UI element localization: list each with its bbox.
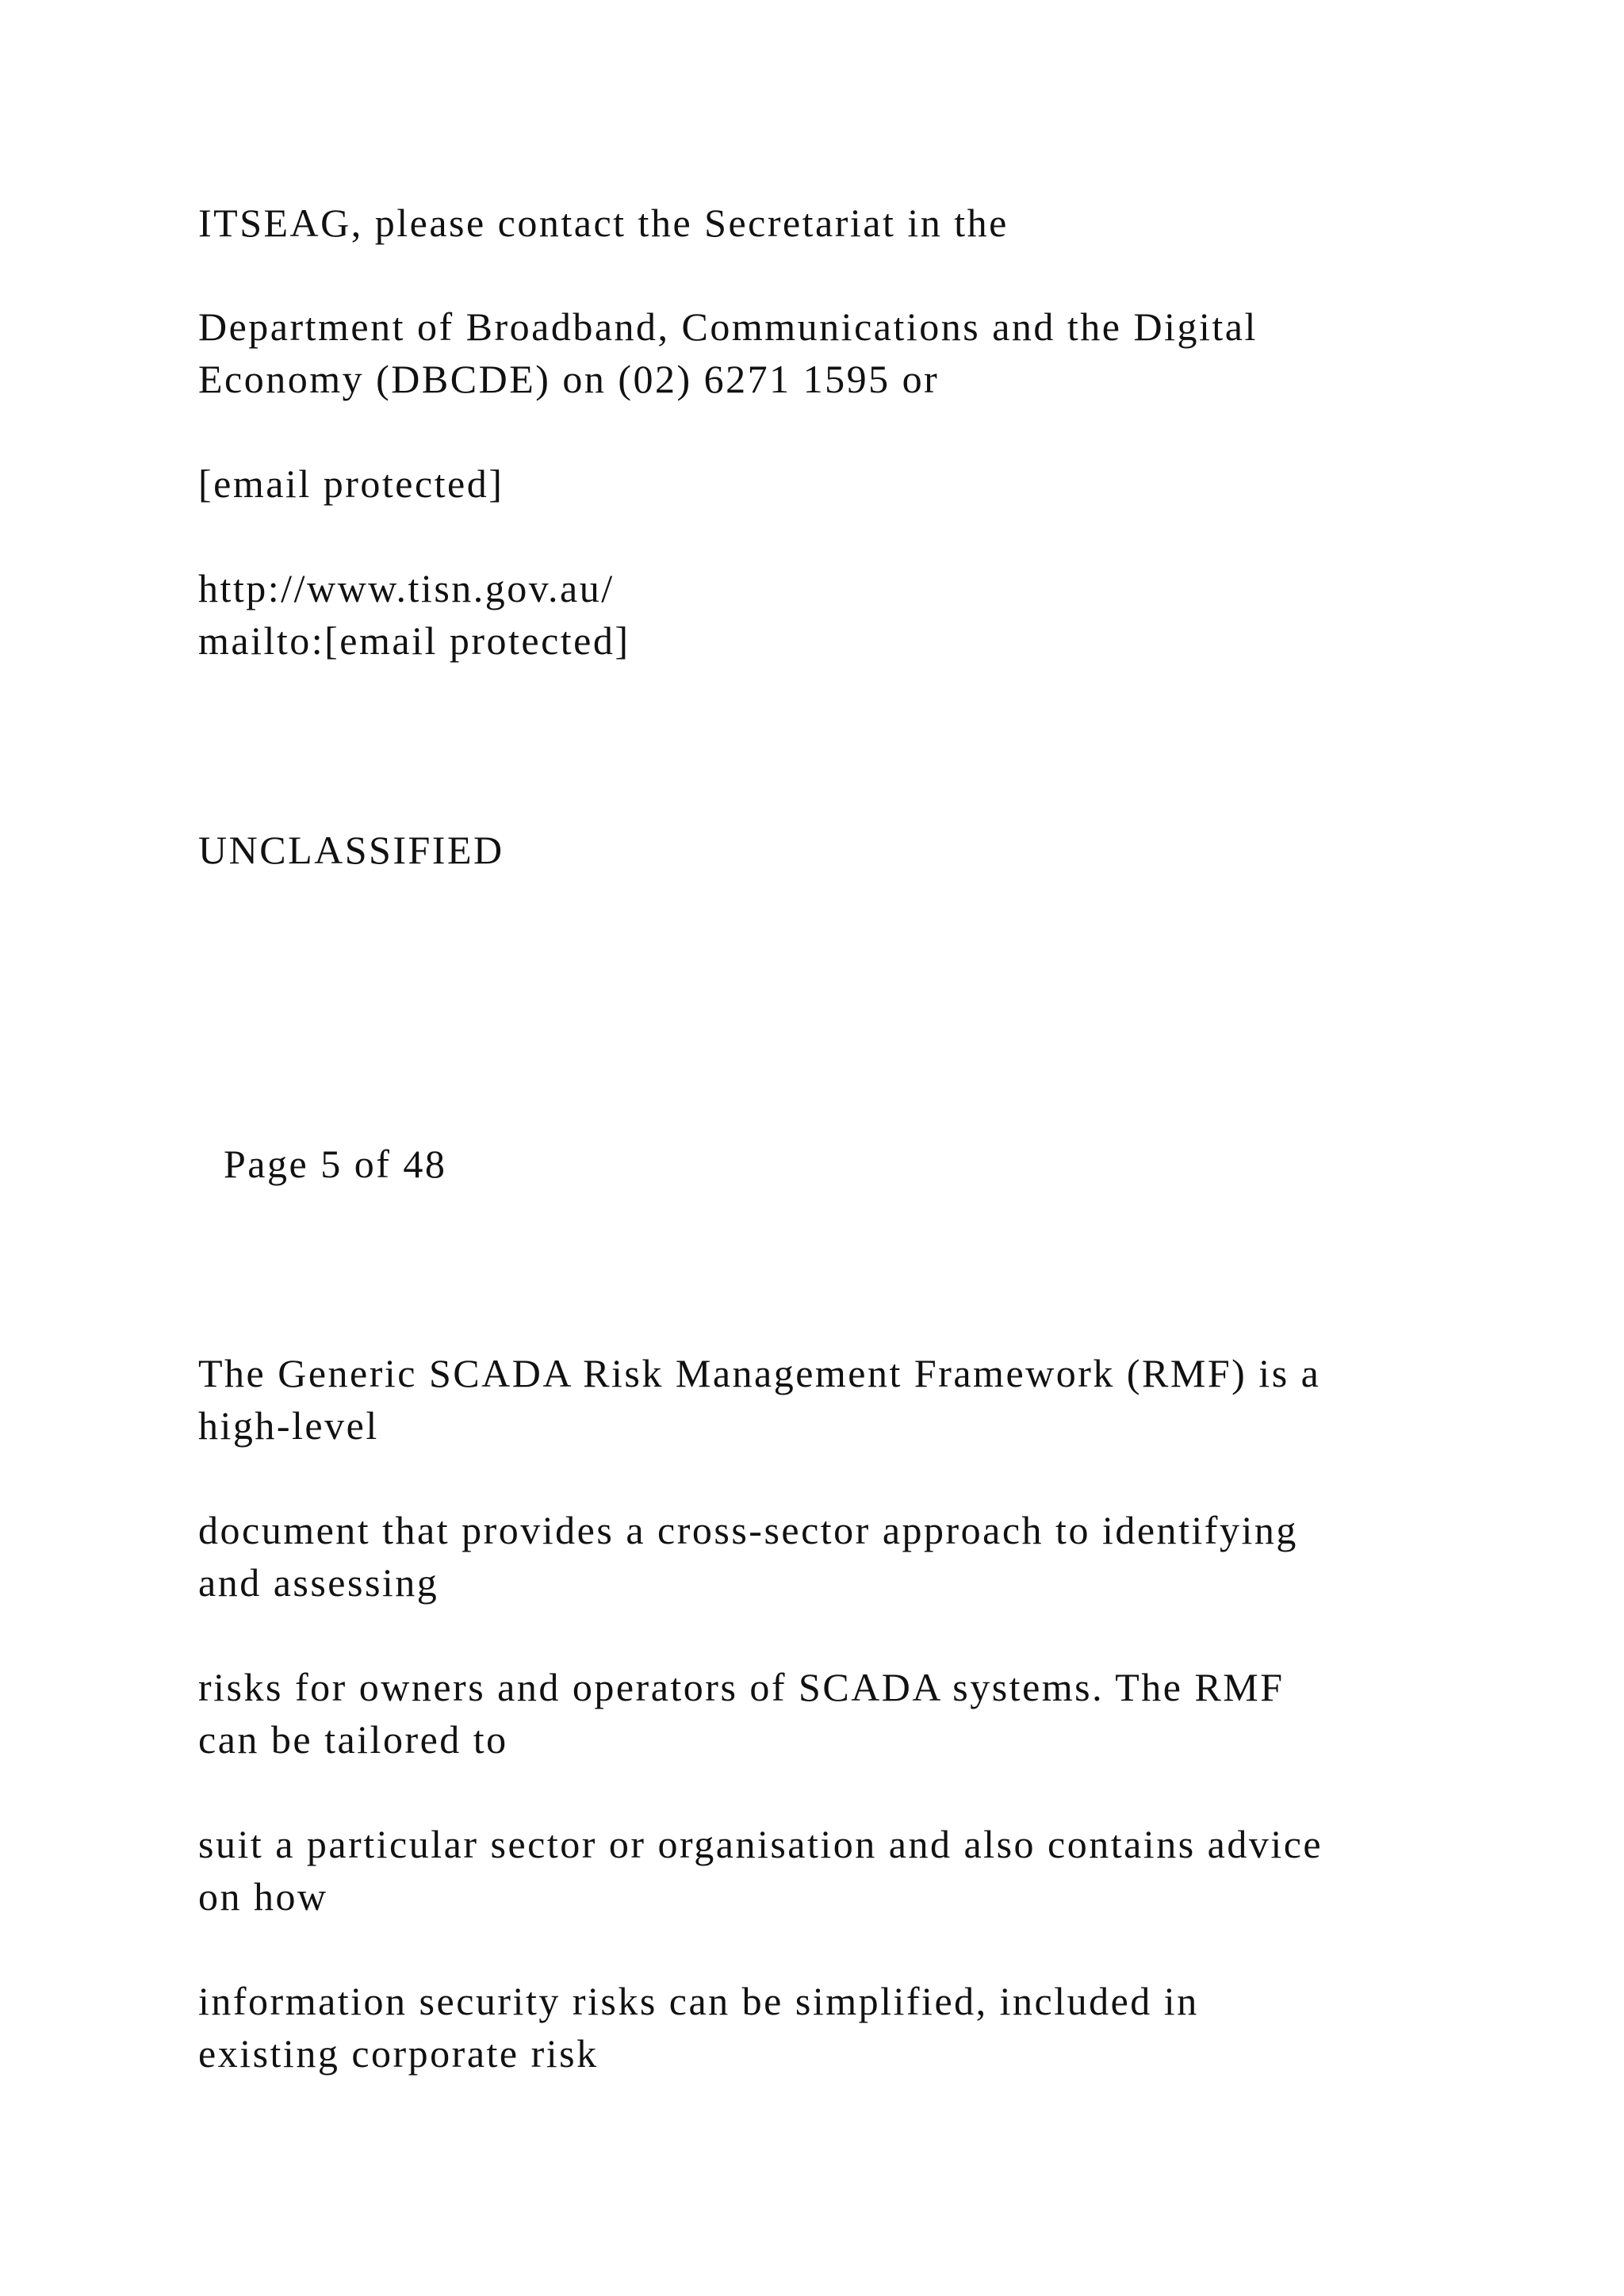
paragraph-5-line-1: information security risks can be simplified, included in — [198, 1979, 1199, 2023]
paragraph-1-line-2: high-level — [198, 1403, 379, 1448]
paragraph-1-line-1: The Generic SCADA Risk Management Framework (RMF) is a — [198, 1351, 1321, 1395]
paragraph-3-line-1: risks for owners and operators of SCADA systems. The RMF — [198, 1665, 1285, 1709]
website-url: http://www.tisn.gov.au/ — [198, 566, 615, 610]
paragraph-4-line-2: on how — [198, 1874, 328, 1919]
contact-text-line-2: Department of Broadband, Communications and the Digital — [198, 304, 1258, 349]
paragraph-3-line-2: can be tailored to — [198, 1717, 508, 1762]
paragraph-2-line-2: and assessing — [198, 1560, 439, 1605]
contact-email: [email protected] — [198, 461, 504, 506]
contact-text-line-1: ITSEAG, please contact the Secretariat in the — [198, 201, 1009, 245]
classification-label: UNCLASSIFIED — [198, 828, 504, 872]
mailto-link: mailto:[email protected] — [198, 618, 630, 663]
paragraph-2-line-1: document that provides a cross-sector approach to identifying — [198, 1508, 1298, 1552]
paragraph-4-line-1: suit a particular sector or organisation and also contains advice — [198, 1822, 1323, 1866]
contact-text-line-3: Economy (DBCDE) on (02) 6271 1595 or — [198, 357, 940, 401]
paragraph-5-line-2: existing corporate risk — [198, 2031, 599, 2076]
page-number: Page 5 of 48 — [224, 1142, 447, 1186]
